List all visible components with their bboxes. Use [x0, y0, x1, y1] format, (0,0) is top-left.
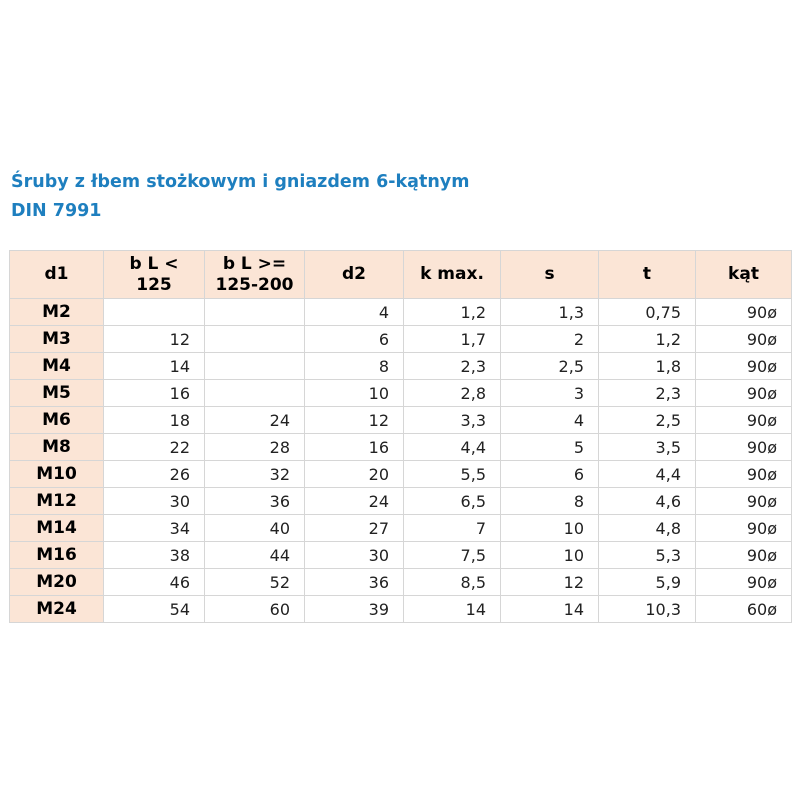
- table-cell: 16: [305, 434, 404, 461]
- table-cell: 12: [104, 326, 205, 353]
- column-header-line: k max.: [420, 264, 484, 284]
- table-cell: 1,7: [404, 326, 501, 353]
- table-cell: 2,5: [599, 407, 696, 434]
- table-cell: 3: [501, 380, 599, 407]
- table-cell: 54: [104, 596, 205, 623]
- column-header: [501, 251, 599, 299]
- column-header: [104, 251, 205, 299]
- table-cell: 3,3: [404, 407, 501, 434]
- table-cell: [205, 299, 305, 326]
- table-cell: 90ø: [696, 569, 792, 596]
- column-header-line: 125-200: [215, 274, 294, 295]
- table-cell: 2,3: [599, 380, 696, 407]
- table-cell: 12: [305, 407, 404, 434]
- column-header-line: t: [642, 264, 652, 284]
- table-cell: 26: [104, 461, 205, 488]
- table-cell: 4,4: [599, 461, 696, 488]
- table-header-row: [10, 251, 792, 299]
- table-row: [10, 353, 792, 380]
- column-header-line: d1: [44, 264, 69, 284]
- table-cell: 40: [205, 515, 305, 542]
- table-cell: 20: [305, 461, 404, 488]
- table-cell: 7: [404, 515, 501, 542]
- table-cell: 2,8: [404, 380, 501, 407]
- table-cell: 90ø: [696, 488, 792, 515]
- table-cell: 36: [305, 569, 404, 596]
- standard-subtitle: DIN 7991: [11, 201, 102, 221]
- table-cell: 90ø: [696, 434, 792, 461]
- table-cell: 90ø: [696, 407, 792, 434]
- table-cell: 30: [305, 542, 404, 569]
- page-title: Śruby z łbem stożkowym i gniazdem 6-kątnym: [11, 172, 470, 192]
- table-cell: 60: [205, 596, 305, 623]
- column-header-line: b L <: [129, 253, 179, 274]
- table-cell: 10: [305, 380, 404, 407]
- table-cell: [205, 380, 305, 407]
- size-cell: M24: [10, 596, 104, 623]
- table-row: [10, 380, 792, 407]
- size-cell: M5: [10, 380, 104, 407]
- table-cell: 39: [305, 596, 404, 623]
- dimensions-table: [9, 250, 792, 623]
- table-cell: 32: [205, 461, 305, 488]
- size-cell: M3: [10, 326, 104, 353]
- table-cell: 10: [501, 542, 599, 569]
- column-header: [10, 251, 104, 299]
- size-cell: M4: [10, 353, 104, 380]
- table-cell: 38: [104, 542, 205, 569]
- table-cell: 5,9: [599, 569, 696, 596]
- table-cell: [205, 326, 305, 353]
- table-row: [10, 542, 792, 569]
- table-cell: 1,2: [599, 326, 696, 353]
- size-cell: M6: [10, 407, 104, 434]
- column-header-line: d2: [342, 264, 366, 284]
- table-row: [10, 434, 792, 461]
- table-cell: 5,5: [404, 461, 501, 488]
- column-header-line: s: [544, 264, 555, 284]
- table-cell: 14: [104, 353, 205, 380]
- table-row: [10, 407, 792, 434]
- size-cell: M10: [10, 461, 104, 488]
- size-cell: M8: [10, 434, 104, 461]
- column-header-line: kąt: [728, 264, 759, 284]
- table-body: [10, 299, 792, 623]
- table-cell: [104, 299, 205, 326]
- table-cell: [205, 353, 305, 380]
- table-cell: 2,3: [404, 353, 501, 380]
- table-row: [10, 569, 792, 596]
- table-cell: 10,3: [599, 596, 696, 623]
- table-cell: 7,5: [404, 542, 501, 569]
- table-cell: 4,8: [599, 515, 696, 542]
- table-cell: 3,5: [599, 434, 696, 461]
- table-cell: 4: [305, 299, 404, 326]
- table-cell: 8: [501, 488, 599, 515]
- table-cell: 8,5: [404, 569, 501, 596]
- table-cell: 2: [501, 326, 599, 353]
- size-cell: M16: [10, 542, 104, 569]
- table-cell: 4,4: [404, 434, 501, 461]
- table-cell: 14: [501, 596, 599, 623]
- size-cell: M20: [10, 569, 104, 596]
- size-cell: M12: [10, 488, 104, 515]
- size-cell: M2: [10, 299, 104, 326]
- table-cell: 6,5: [404, 488, 501, 515]
- table-cell: 24: [305, 488, 404, 515]
- table-row: [10, 326, 792, 353]
- table-cell: 27: [305, 515, 404, 542]
- table-cell: 90ø: [696, 353, 792, 380]
- column-header: [404, 251, 501, 299]
- table-cell: 6: [305, 326, 404, 353]
- table-cell: 5: [501, 434, 599, 461]
- table-cell: 90ø: [696, 461, 792, 488]
- table-cell: 10: [501, 515, 599, 542]
- table-row: [10, 299, 792, 326]
- table-cell: 24: [205, 407, 305, 434]
- table-cell: 0,75: [599, 299, 696, 326]
- table-cell: 90ø: [696, 380, 792, 407]
- table-cell: 36: [205, 488, 305, 515]
- table-cell: 1,8: [599, 353, 696, 380]
- table-cell: 90ø: [696, 515, 792, 542]
- table-cell: 2,5: [501, 353, 599, 380]
- table-cell: 30: [104, 488, 205, 515]
- table-cell: 60ø: [696, 596, 792, 623]
- table-cell: 22: [104, 434, 205, 461]
- column-header: [305, 251, 404, 299]
- column-header: [599, 251, 696, 299]
- table-row: [10, 461, 792, 488]
- table-row: [10, 488, 792, 515]
- table-row: [10, 596, 792, 623]
- table-cell: 16: [104, 380, 205, 407]
- table-cell: 18: [104, 407, 205, 434]
- table-cell: 6: [501, 461, 599, 488]
- table-cell: 34: [104, 515, 205, 542]
- table-cell: 8: [305, 353, 404, 380]
- column-header-line: b L >=: [222, 253, 287, 274]
- column-header: [205, 251, 305, 299]
- table-cell: 46: [104, 569, 205, 596]
- table-row: [10, 515, 792, 542]
- table-cell: 14: [404, 596, 501, 623]
- table-cell: 4: [501, 407, 599, 434]
- table-cell: 1,2: [404, 299, 501, 326]
- table-cell: 52: [205, 569, 305, 596]
- column-header: [696, 251, 792, 299]
- column-header-line: 125: [136, 274, 172, 295]
- table-cell: 12: [501, 569, 599, 596]
- table-cell: 4,6: [599, 488, 696, 515]
- table-cell: 90ø: [696, 299, 792, 326]
- table-cell: 28: [205, 434, 305, 461]
- table-cell: 5,3: [599, 542, 696, 569]
- table-cell: 90ø: [696, 326, 792, 353]
- table-cell: 90ø: [696, 542, 792, 569]
- table-cell: 44: [205, 542, 305, 569]
- size-cell: M14: [10, 515, 104, 542]
- table-cell: 1,3: [501, 299, 599, 326]
